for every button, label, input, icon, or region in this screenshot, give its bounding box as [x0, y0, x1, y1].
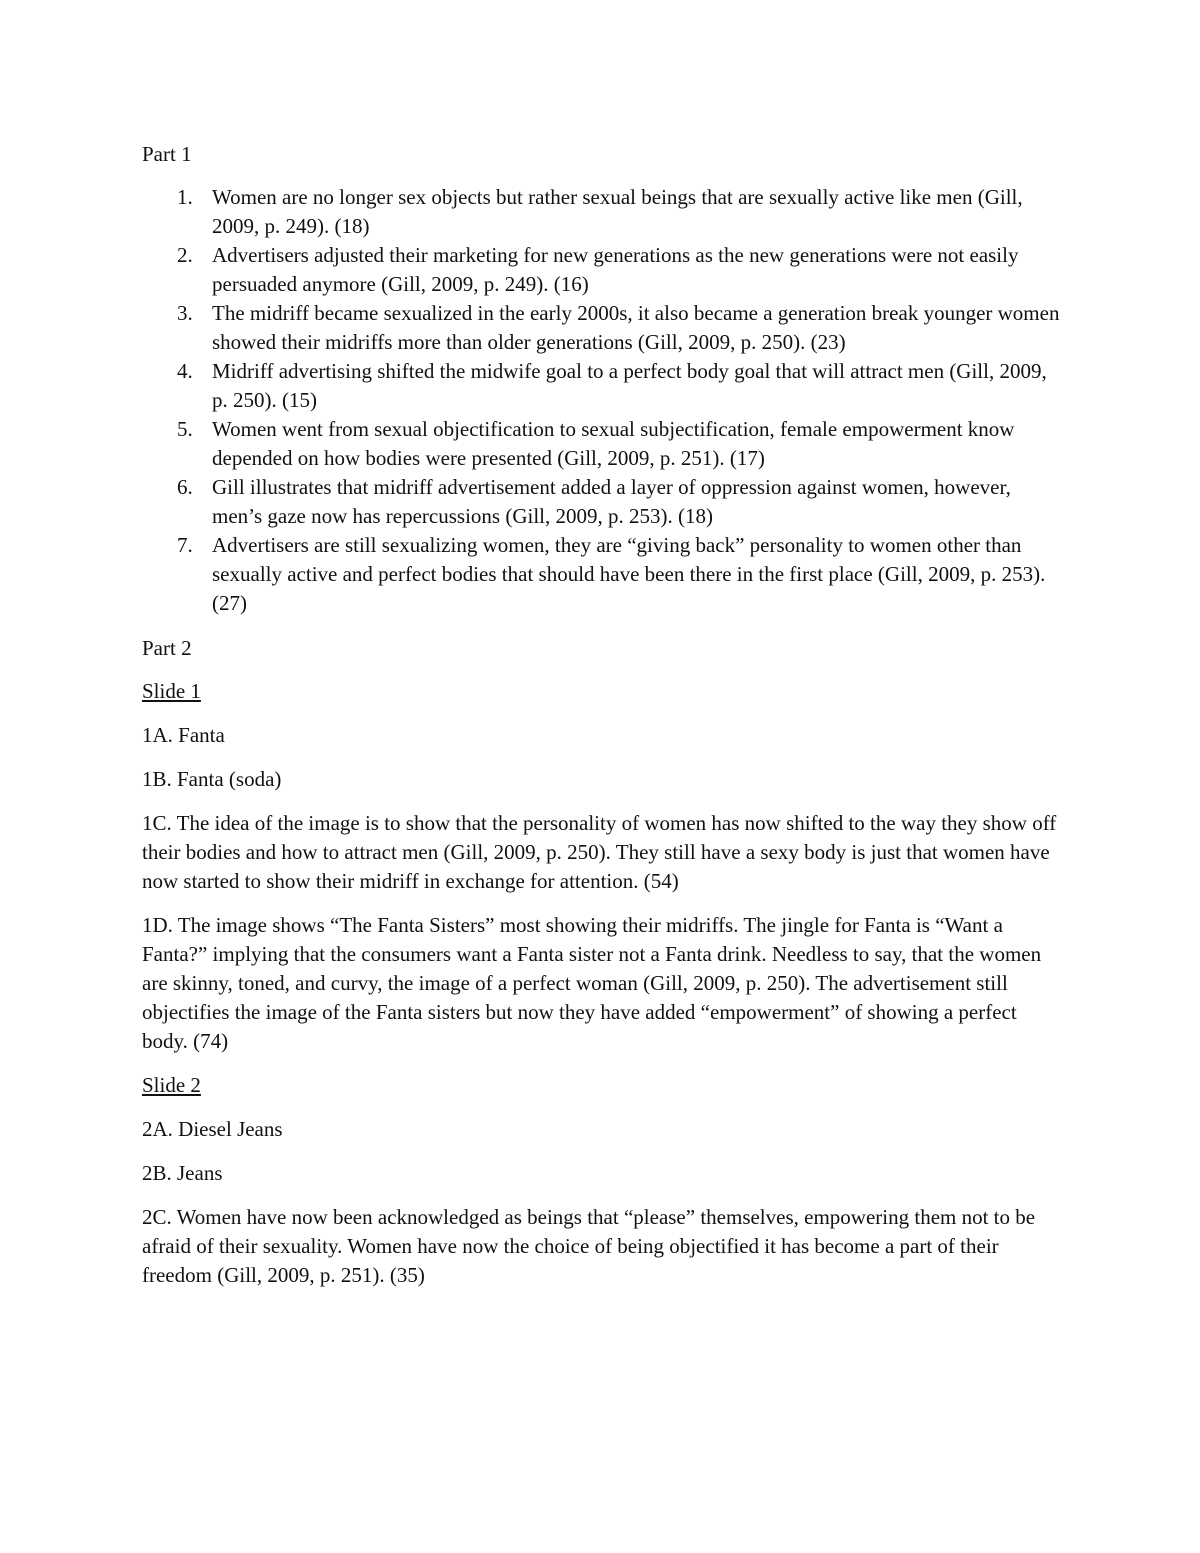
slide2-answer-b: 2B. Jeans	[142, 1161, 223, 1185]
list-item-number: 1.	[177, 185, 193, 209]
part2-heading: Part 2	[142, 636, 192, 660]
list-item	[142, 241, 1062, 299]
list-item-text: Gill illustrates that midriff advertisement added a layer of oppression against women, however, men’s gaze now has repercussions (Gill, 2009, p. 253). (18)	[212, 475, 1011, 528]
list-item-text: Advertisers adjusted their marketing for new generations as the new generations were not easily persuaded anymore (Gill, 2009, p. 249). (16)	[212, 243, 1019, 296]
list-item-text: The midriff became sexualized in the early 2000s, it also became a generation break younger women showed their midriffs more than older generations (Gill, 2009, p. 250). (23)	[212, 301, 1060, 354]
list-item	[142, 415, 1062, 473]
list-item-number: 7.	[177, 533, 193, 557]
list-item	[142, 357, 1062, 415]
slide1-answer-a: 1A. Fanta	[142, 723, 225, 747]
list-item	[142, 473, 1062, 531]
list-item-number: 4.	[177, 359, 193, 383]
list-item	[142, 299, 1062, 357]
slide2-title: Slide 2	[142, 1073, 201, 1097]
slide1-answer-c: 1C. The idea of the image is to show that the personality of women has now shifted to the way they show off their bodies and how to attract men (Gill, 2009, p. 250). They still have a sexy body is just that women have now started to show their midriff in exchange for attention. (54)	[142, 811, 1057, 893]
slide1-answer-b: 1B. Fanta (soda)	[142, 767, 282, 791]
document-page	[142, 140, 1062, 1305]
list-item-text: Women are no longer sex objects but rather sexual beings that are sexually active like men (Gill, 2009, p. 249). (18)	[212, 185, 1023, 238]
list-item-number: 3.	[177, 301, 193, 325]
slide2-answer-a: 2A. Diesel Jeans	[142, 1117, 283, 1141]
list-item	[142, 531, 1062, 618]
list-item-text: Midriff advertising shifted the midwife goal to a perfect body goal that will attract men (Gill, 2009, p. 250). (15)	[212, 359, 1047, 412]
list-item-text: Women went from sexual objectification to sexual subjectification, female empowerment know depended on how bodies were presented (Gill, 2009, p. 251). (17)	[212, 417, 1015, 470]
list-item-text: Advertisers are still sexualizing women, they are “giving back” personality to women other than sexually active and perfect bodies that should have been there in the first place (Gill, 2009, p. 253). (27)	[212, 533, 1046, 615]
part1-heading: Part 1	[142, 142, 192, 166]
slide1-answer-d: 1D. The image shows “The Fanta Sisters” most showing their midriffs. The jingle for Fanta is “Want a Fanta?” implying that the consumers want a Fanta sister not a Fanta drink. Needless to say, that the women are skinny, toned, and curvy, the image of a perfect woman (Gill, 2009, p. 250). The advertisement still objectifies the image of the Fanta sisters but now they have added “empowerment” of showing a perfect body. (74)	[142, 913, 1042, 1053]
list-item-number: 6.	[177, 475, 193, 499]
list-item	[142, 183, 1062, 241]
part1-list	[142, 183, 1062, 618]
slide2-answer-c: 2C. Women have now been acknowledged as beings that “please” themselves, empowering them not to be afraid of their sexuality. Women have now the choice of being objectified it has become a part of their freedom (Gill, 2009, p. 251). (35)	[142, 1205, 1036, 1287]
list-item-number: 2.	[177, 243, 193, 267]
slide1-title: Slide 1	[142, 679, 201, 703]
list-item-number: 5.	[177, 417, 193, 441]
